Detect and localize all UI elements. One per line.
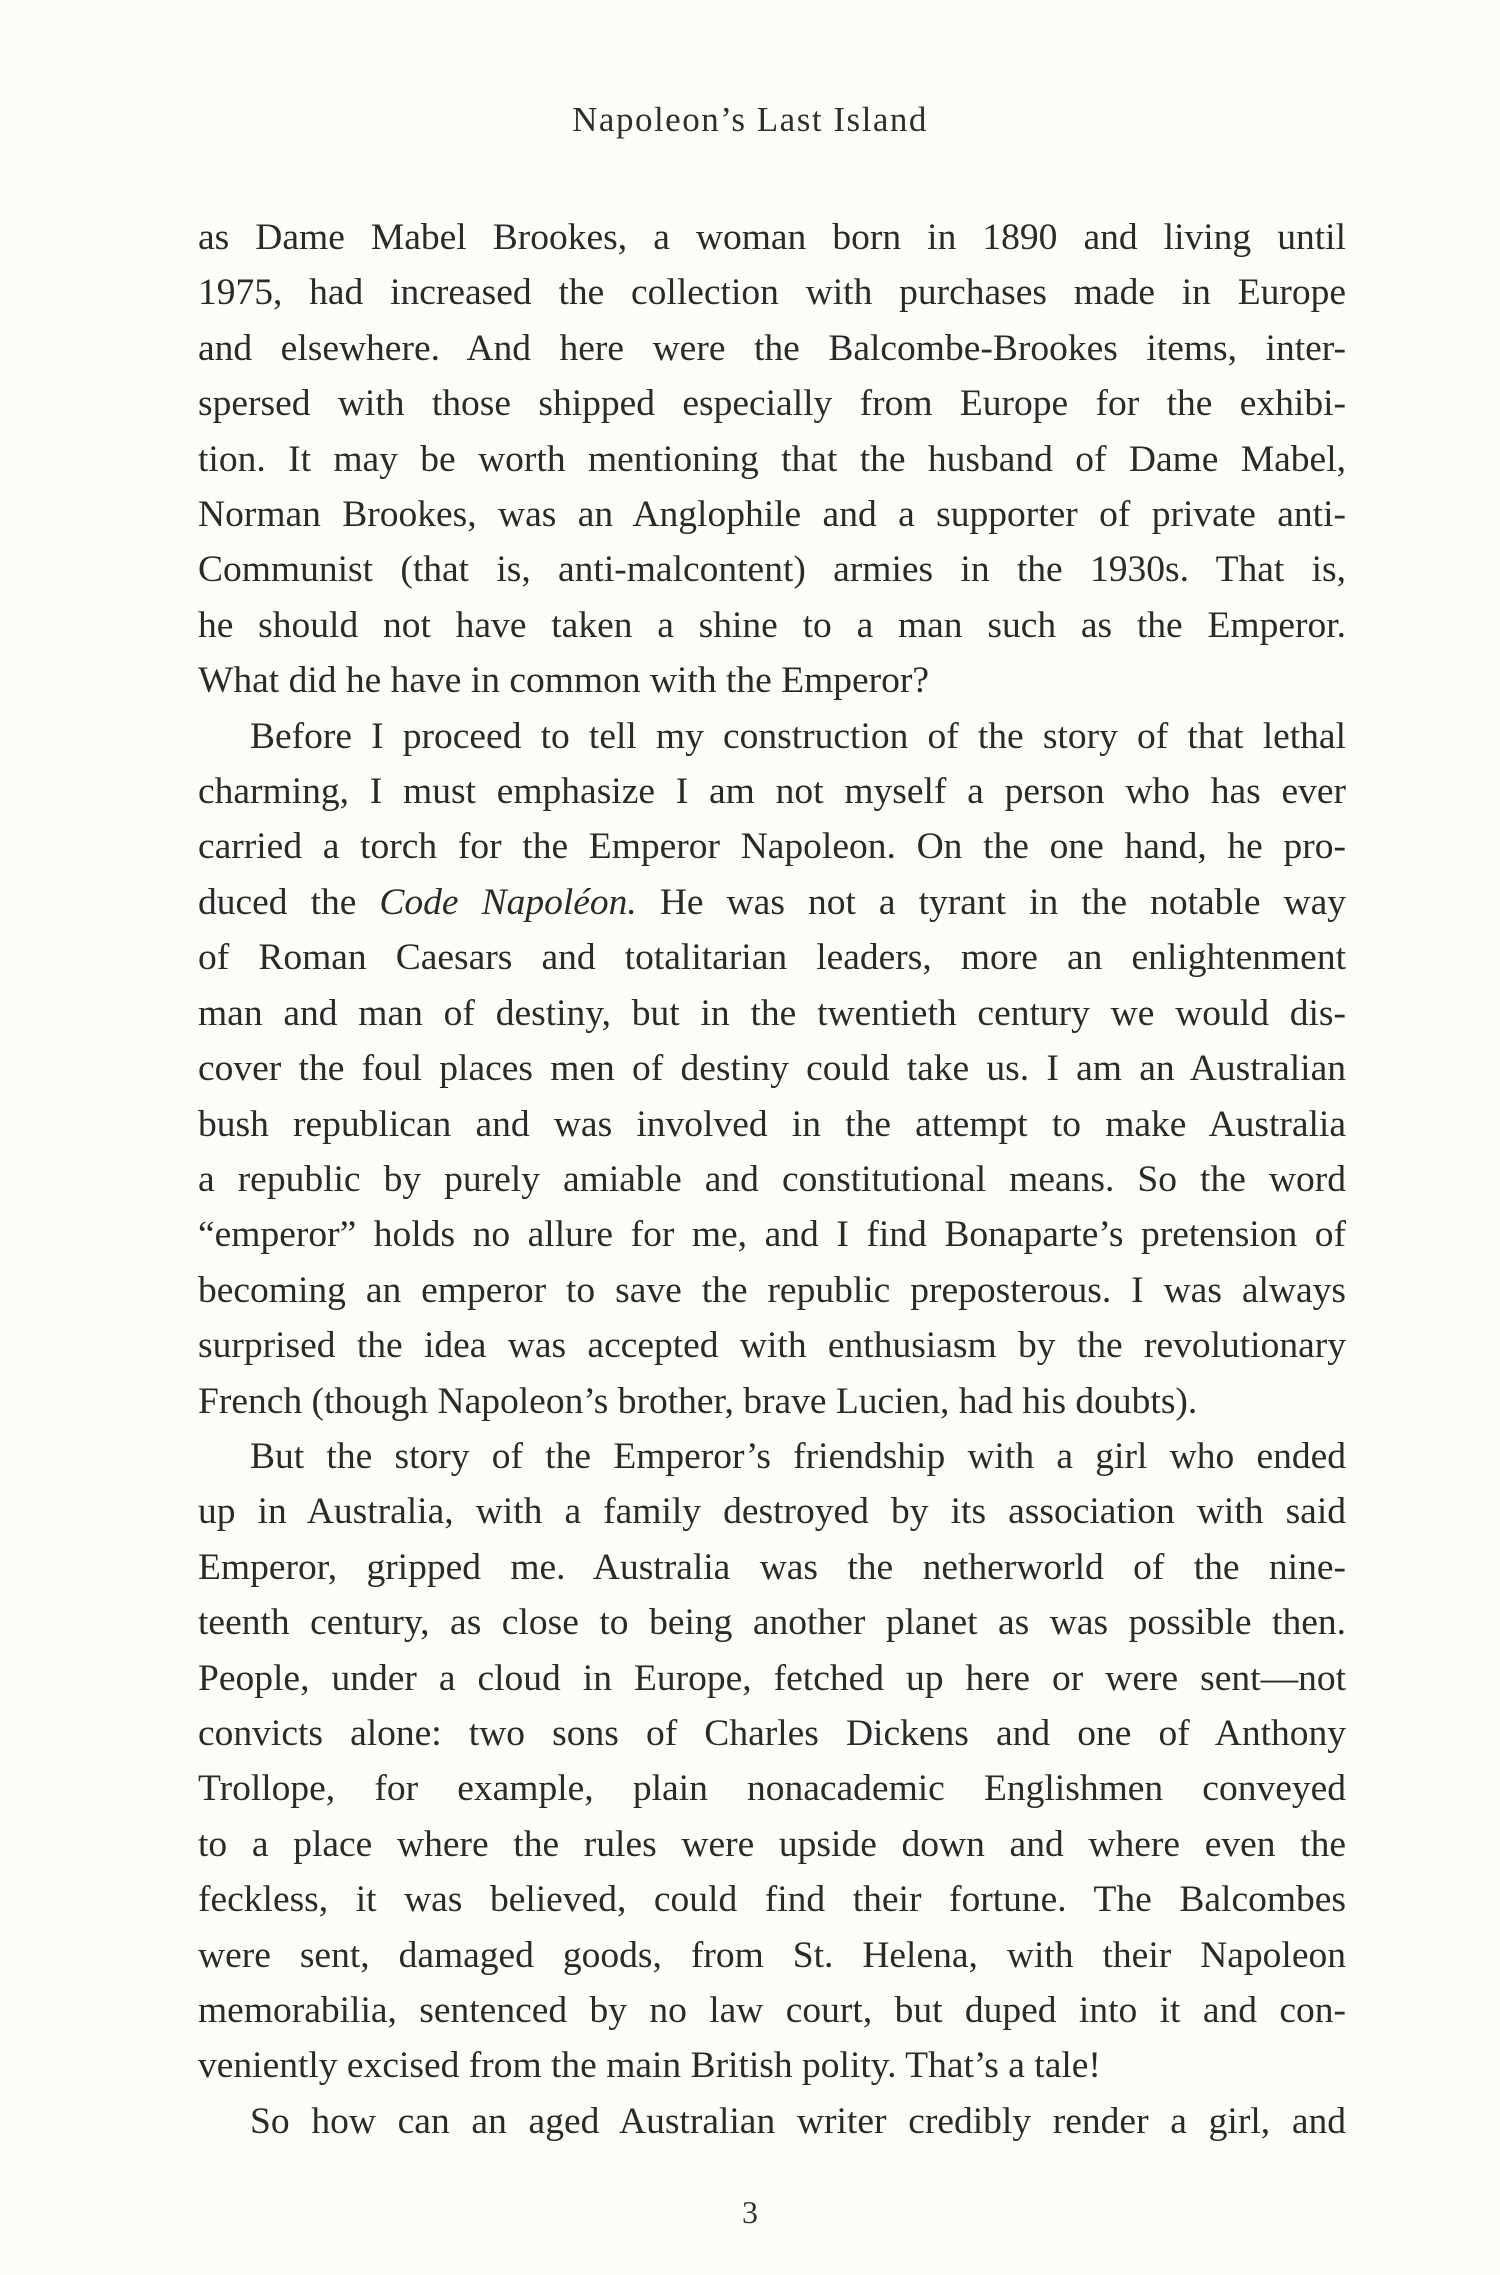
text-line: Trollope, for example, plain nonacademic Englishmen conveyed: [198, 1768, 1346, 1810]
text-line: carried a torch for the Emperor Napoleon. On the one hand, he pro-: [198, 826, 1346, 868]
running-head: Napoleon’s Last Island: [572, 100, 928, 139]
page-number: 3: [742, 2194, 758, 2230]
text-line: memorabilia, sentenced by no law court, but duped into it and con-: [198, 1990, 1346, 2031]
body-text: [198, 210, 1346, 2149]
text-line: charming, I must emphasize I am not myself a person who has ever: [198, 771, 1346, 813]
text-line: convicts alone: two sons of Charles Dickens and one of Anthony: [198, 1712, 1346, 1754]
text-line: tion. It may be worth mentioning that the husband of Dame Mabel,: [198, 438, 1346, 480]
text-line: and elsewhere. And here were the Balcombe-Brookes items, inter-: [198, 327, 1346, 369]
text-line: a republic by purely amiable and constitutional means. So the word: [198, 1158, 1346, 1200]
text-line: But the story of the Emperor’s friendship with a girl who ended: [250, 1435, 1346, 1477]
text-line: People, under a cloud in Europe, fetched up here or were sent—not: [198, 1657, 1346, 1699]
text-line: Communist (that is, anti-malcontent) armies in the 1930s. That is,: [198, 549, 1346, 591]
text-line: Norman Brookes, was an Anglophile and a supporter of private anti-: [198, 494, 1346, 536]
text-line: What did he have in common with the Emperor?: [198, 660, 930, 702]
text-line: teenth century, as close to being another planet as was possible then.: [198, 1602, 1346, 1644]
text-line: man and man of destiny, but in the twentieth century we would dis-: [198, 992, 1346, 1034]
text-line: bush republican and was involved in the attempt to make Australia: [198, 1103, 1346, 1145]
text-line: becoming an emperor to save the republic preposterous. I was always: [198, 1269, 1346, 1311]
book-title-italic: Code Napoléon.: [379, 881, 637, 923]
text-fragment: He was not a tyrant in the notable way: [636, 881, 1346, 923]
text-line: to a place where the rules were upside down and where even the: [198, 1823, 1346, 1865]
text-line: of Roman Caesars and totalitarian leaders, more an enlightenment: [198, 937, 1346, 979]
text-line: “emperor” holds no allure for me, and I find Bonaparte’s pretension of: [198, 1214, 1346, 1256]
text-line: veniently excised from the main British polity. That’s a tale!: [198, 2045, 1101, 2087]
text-line: So how can an aged Australian writer credibly render a girl, and: [250, 2100, 1346, 2142]
text-line: spersed with those shipped especially from Europe for the exhibi-: [198, 383, 1346, 425]
text-line: as Dame Mabel Brookes, a woman born in 1890 and living until: [198, 217, 1346, 258]
text-line-with-title: [198, 875, 1346, 930]
text-line: surprised the idea was accepted with enthusiasm by the revolutionary: [198, 1325, 1346, 1367]
text-line: were sent, damaged goods, from St. Helena, with their Napoleon: [198, 1934, 1346, 1976]
text-line: he should not have taken a shine to a man such as the Emperor.: [198, 604, 1346, 646]
text-line: Before I proceed to tell my construction of the story of that lethal: [250, 715, 1346, 757]
text-fragment: duced the: [198, 881, 380, 923]
text-line: French (though Napoleon’s brother, brave Lucien, had his doubts).: [198, 1380, 1198, 1422]
text-line: 1975, had increased the collection with purchases made in Europe: [198, 272, 1346, 314]
text-line: up in Australia, with a family destroyed by its association with said: [198, 1491, 1346, 1533]
text-line: feckless, it was believed, could find their fortune. The Balcombes: [198, 1879, 1346, 1921]
text-line: cover the foul places men of destiny could take us. I am an Australian: [198, 1048, 1346, 1090]
text-line: Emperor, gripped me. Australia was the netherworld of the nine-: [198, 1546, 1346, 1588]
